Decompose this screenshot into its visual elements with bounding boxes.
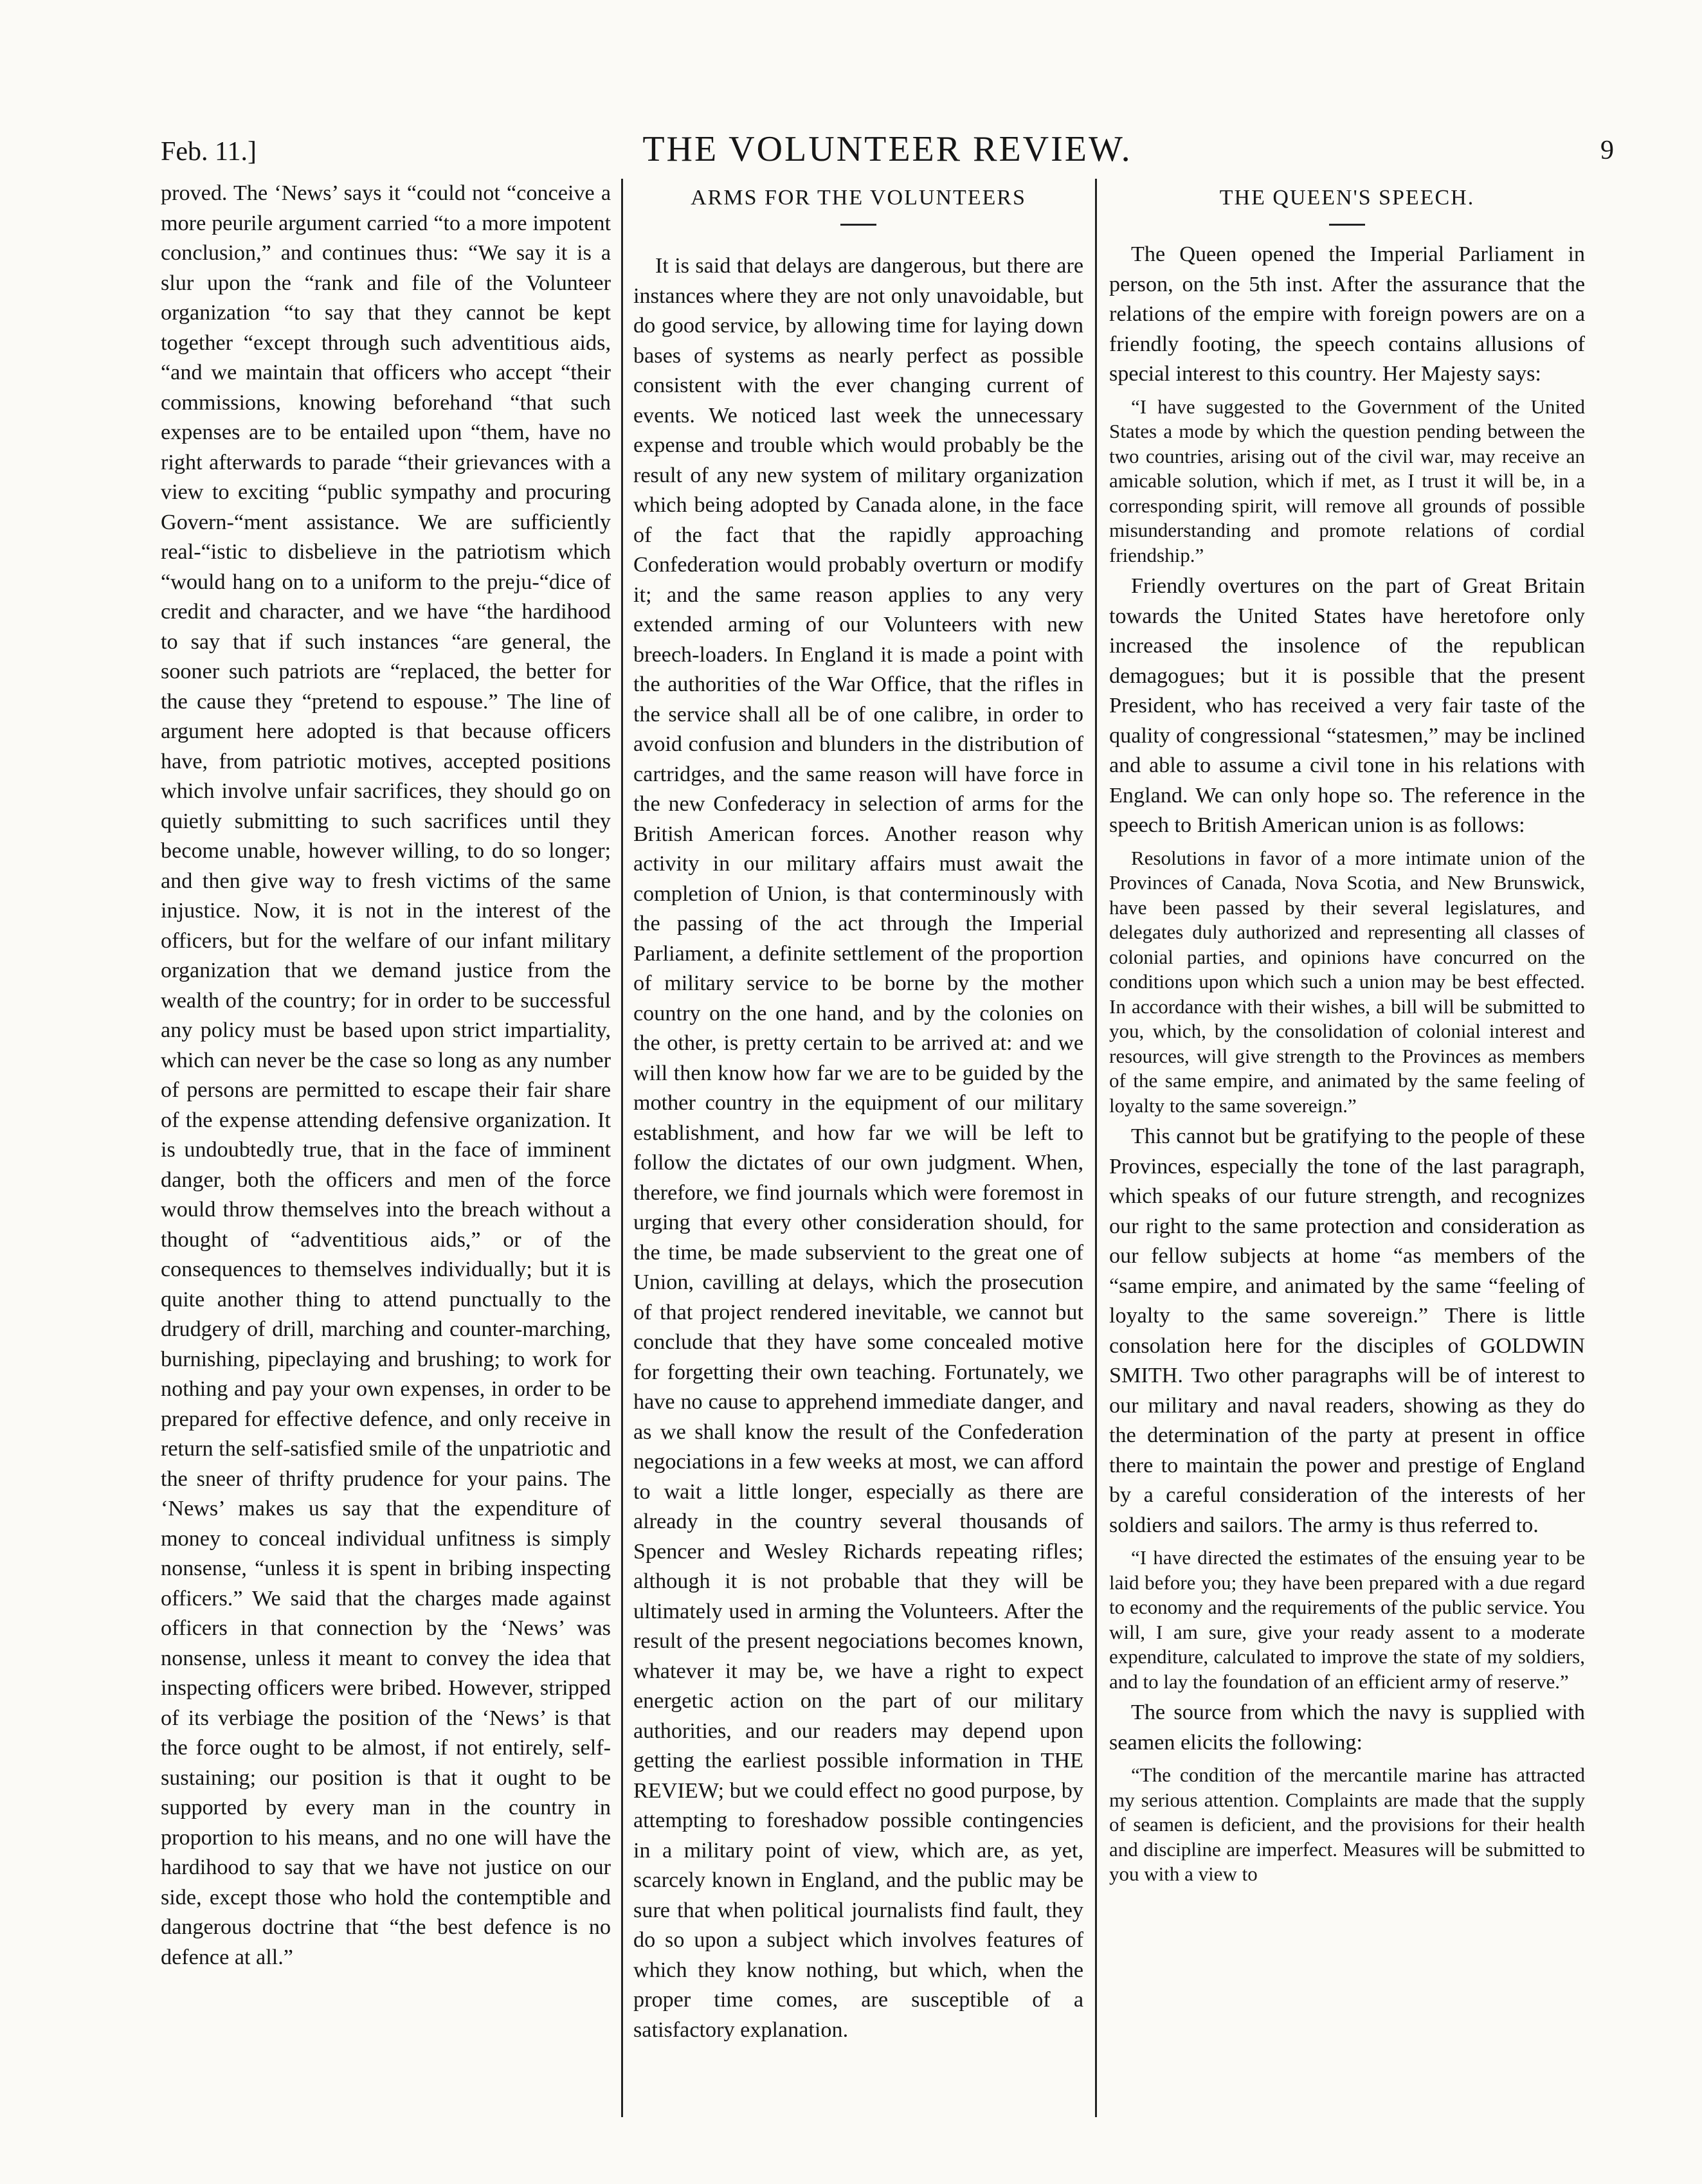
heading-rule [1329,224,1365,226]
quoted-passage: “I have directed the estimates of the ensuing year to be laid before you; they have been prepared with a due regard to economy and the requirements of the public service. You will, I am sure, give your ready assent to a moderate expenditure, calculated to improve the state of my soldiers, and to lay the foundation of an efficient army of reserve.” [1109,1546,1585,1693]
newspaper-title: THE VOLUNTEER REVIEW. [642,129,1132,169]
article-heading: THE QUEEN'S SPEECH. [1219,186,1475,210]
article-continuation: proved. The ‘News’ says it “could not “conceive a more peurile argument carried “to a more impotent conclusion,” and continues thus: “We say it is a slur upon the “rank and file of the Volunteer organization “to say that they cannot be kept together “except through such adventitious aids, “and we maintain that officers who accept “their commissions, knowing beforehand “that such expenses are to be entailed upon “them, have no right afterwards to parade “their grievances with a view to exciting “public sympathy and procuring Govern-“ment assistance. We are sufficiently real-“istic to disbelieve in the patriotism which “would hang on to a uniform to the preju-“dice of credit and character, and we have “the hardihood to say that if such instances “are general, the sooner such patriots are “replaced, the better for the cause they “pretend to espouse.” The line of argument here adopted is that because officers have, from patriotic motives, accepted positions which involve unfair sacrifices, they should go on quietly submitting to such sacrifices until they become unable, however willing, to do so longer; and then give way to fresh victims of the same injustice. Now, it is not in the interest of the officers, but for the welfare of our infant military organization that we demand justice from the wealth of the country; for in order to be successful any policy must be based upon strict impartiality, which can never be the case so long as any number of persons are permitted to escape their fair share of the expense attending defensive organization. It is undoubtedly true, that in the face of imminent danger, both the officers and men of the force would throw themselves into the breach without a thought of “adventitious aids,” or of the consequences to themselves individually; but it is quite another thing to attend punctually to the drudgery of drill, marching and counter-marching, burnishing, pipeclaying and brushing; to work for nothing and pay your own expenses, in order to be prepared for effective defence, and only receive in return the self-satisfied smile of the unpatriotic and the sneer of thrifty prudence for your pains. The ‘News’ makes us say that the expenditure of money to conceal individual unfitness is simply nonsense, “unless it is spent in bribing inspecting officers.” We said that the charges made against officers in that connection by the ‘News’ was nonsense, unless it meant to convey the idea that inspecting officers were bribed. However, stripped of its verbiage the position of the ‘News’ is that the force ought to be almost, if not entirely, self-sustaining; our position is that it ought to be supported by every man in the country in proportion to his means, and no one will have the hardihood to say that we have not justice on our side, except those who hold the contemptible and dangerous doctrine that “the best defence is no defence at all.” [161,181,611,1969]
article-paragraph: The Queen opened the Imperial Parliament in person, on the 5th inst. After the assurance that the relations of the empire with foreign powers are on a friendly footing, the speech contains allusions of special interest to this country. Her Majesty says: [1109,242,1585,386]
quoted-passage: Resolutions in favor of a more intimate union of the Provinces of Canada, Nova Scotia, and New Brunswick, have been passed by their several legislatures, and delegates duly authorized and representing all classes of colonial parties, and opinions have concurred on the conditions upon which such a union may be best effected. In accordance with their wishes, a bill will be submitted to you, which, by the consolidation of colonial interest and resources, will give strength to the Provinces as members of the same empire, and animated by the same feeling of loyalty to the same sovereign.” [1109,846,1585,1117]
column-left [161,179,611,2114]
heading-rule [840,224,876,226]
article-paragraph: This cannot but be gratifying to the people of these Provinces, especially the tone of the last paragraph, which speaks of our future strength, and recognizes our right to the same protection and consideration as our fellow subjects at home “as members of the “same empire, and animated by the same “feeling of loyalty to the same sovereign.” There is little consolation here for the disciples of GOLDWIN SMITH. Two other paragraphs will be of interest to our military and naval readers, showing as they do the determination of the party at present in office there to maintain the power and prestige of England by a careful consideration of the interests of her soldiers and sailors. The army is thus referred to. [1109,1124,1585,1537]
quoted-passage: “The condition of the mercantile marine has attracted my serious attention. Complaints are made that the supply of seamen is deficient, and the provisions for their health and discipline are imperfect. Measures will be submitted to you with a view to [1109,1764,1585,1885]
article-paragraph: Friendly overtures on the part of Great Britain towards the United States have heretofore only increased the insolence of the republican demagogues; but it is possible that the present President, who has received a very fair taste of the quality of congressional “statesmen,” may be inclined and able to assume a civil tone in his relations with England. We can only hope so. The reference in the speech to British American union is as follows: [1109,574,1585,837]
article-paragraph: It is said that delays are dangerous, but there are instances where they are not only unavoidable, but do good service, by allowing time for laying down bases of systems as nearly perfect as possible consistent with the ever changing current of events. We noticed last week the unnecessary expense and trouble which would probably be the result of any new system of military organization which being adopted by Canada alone, in the face of the fact that the rapidly approaching Confederation would probably overturn or modify it; and the same reason applies to any very extended arming of our Volunteers with new breech-loaders. In England it is made a point with the authorities of the War Office, that the rifles in the service shall all be of one calibre, in order to avoid confusion and blunders in the distribution of cartridges, and the same reason will have force in the new Confederacy in selection of arms for the British American forces. Another reason why activity in our military affairs must await the completion of Union, is that conterminously with the passing of the act through the Imperial Parliament, a definite settlement of the proportion of military service to be borne by the mother country on the one hand, and by the colonies on the other, is pretty certain to be arrived at: and we will then know how far we are to be guided by the mother country in the equipment of our military establishment, and how far we will be left to follow the dictates of our own judgment. When, therefore, we find journals which were foremost in urging that every other consideration should, for the time, be made subservient to the great one of Union, cavilling at delays, which the prosecution of that project rendered inevitable, we cannot but conclude that they have some concealed motive for forgetting their own teaching. Fortunately, we have no cause to apprehend immediate danger, and as we shall know the result of the Confederation negociations in a few weeks at most, we can afford to wait a little longer, especially as there are already in the country several thousands of Spencer and Wesley Richards repeating rifles; although it is not probable that they will be ultimately used in arming the Volunteers. After the result of the present negociations becomes known, whatever it may be, we have a right to expect energetic action on the part of our military authorities, and our readers may depend upon getting the earliest possible information in THE REVIEW; but we could effect no good purpose, by attempting to foreshadow possible contingencies in a military point of view, which are, as yet, scarcely known in England, and the public may be sure that when political journalists find fault, they do so upon a subject which involves features of which they know nothing, but which, when the proper time comes, are susceptible of a satisfactory explanation. [633,254,1083,2042]
article-heading: ARMS FOR THE VOLUNTEERS [691,186,1026,210]
column-right [1109,179,1585,2114]
quoted-passage: “I have suggested to the Government of the United States a mode by which the question pending between the two countries, arising out of the civil war, may receive an amicable solution, which if met, as I trust it will be, in a corresponding spirit, will remove all grounds of possible misunderstanding and promote relations of cordial friendship.” [1109,395,1585,566]
column-divider [621,179,623,2117]
column-middle [633,179,1083,2114]
page-number: 9 [1600,136,1614,165]
column-divider [1095,179,1097,2117]
article-paragraph: The source from which the navy is supplied with seamen elicits the following: [1109,1701,1585,1755]
page-header [161,129,1614,186]
issue-date: Feb. 11.] [161,137,257,167]
